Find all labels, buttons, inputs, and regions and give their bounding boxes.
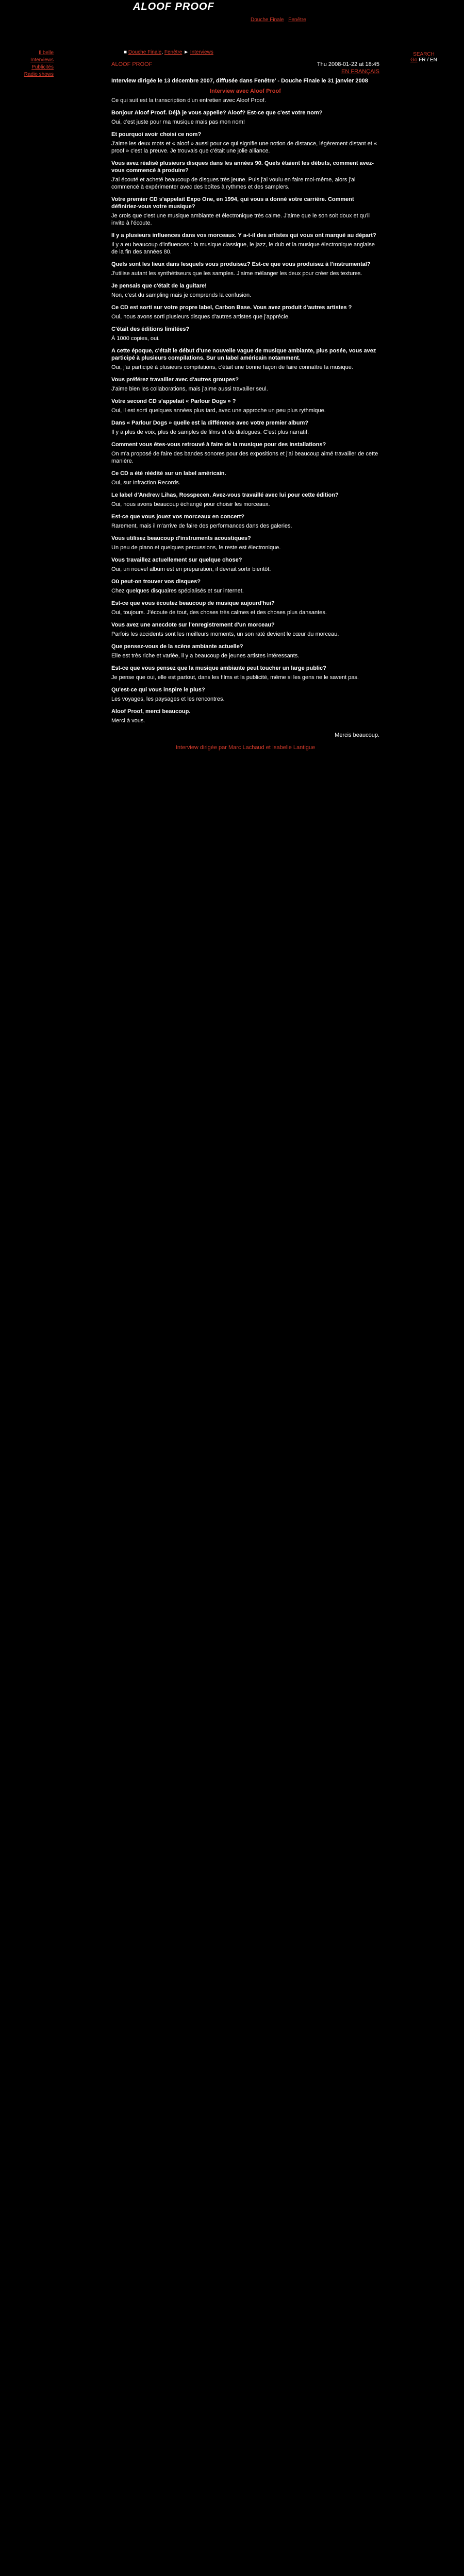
interview-question: Votre premier CD s'appelait Expo One, en 1994, qui vous a donné votre carrière. Comment définiriez-vous votre musique? <box>111 196 354 210</box>
interview-question: Que pensez-vous de la scène ambiante actuelle? <box>111 643 243 650</box>
search-go-button[interactable]: Go <box>410 57 418 63</box>
interview-question: Est-ce que vous pensez que la musique ambiante peut toucher un large public? <box>111 665 326 671</box>
interview-question: C'était des éditions limitées? <box>111 326 190 332</box>
article-intro: Ce qui suit est la transcription d'un entretien avec Aloof Proof. <box>111 97 266 104</box>
interview-answer: Chez quelques disquaires spécialisés et sur internet. <box>111 588 244 594</box>
meta-date: Thu 2008-01-22 at 18:45 <box>317 61 379 67</box>
interview-answer: Oui, il est sorti quelques années plus tard, avec une approche un peu plus rythmique. <box>111 408 326 414</box>
footer-credit: Interview dirigée par Marc Lachaud et Isabelle Lantigue <box>175 744 316 751</box>
left-nav-item[interactable]: Publicités <box>31 64 54 70</box>
left-nav-item[interactable]: Radio shows <box>24 72 54 77</box>
interview-question: Vous travaillez actuellement sur quelque chose? <box>111 557 242 563</box>
interview-answer: On m'a proposé de faire des bandes sonores pour des expositions et j'ai beaucoup aimé travailler de cette manière. <box>111 451 378 464</box>
article-lead: Interview dirigée le 13 décembre 2007, diffusée dans Fenêtre' - Douche Finale le 31 janvier 2008 <box>111 78 368 84</box>
interview-answer: Je crois que c'est une musique ambiante et électronique très calme. J'aime que le son soit doux et qu'il invite à l'écoute. <box>111 213 370 226</box>
header-links <box>251 17 309 23</box>
interview-answer: Il y a eu beaucoup d'influences : la musique classique, le jazz, le dub et la musique électronique anglaise de la fin des années 80. <box>111 242 375 255</box>
interview-question: Ce CD est sorti sur votre propre label, Carbon Base. Vous avez produit d'autres artistes ? <box>111 304 352 311</box>
interview-answer: Je pense que oui, elle est partout, dans les films et la publicité, même si les gens ne le savent pas. <box>111 674 359 681</box>
left-nav-item[interactable]: Il belle <box>39 50 54 56</box>
interview-answer: Oui, c'est juste pour ma musique mais pas mon nom! <box>111 119 245 125</box>
interview-answer: Merci à vous. <box>111 718 145 724</box>
interview-answer: J'ai écouté et acheté beaucoup de disques très jeune. Puis j'ai voulu en faire moi-même, alors j'ai commencé à expérimenter avec des boîtes à rythmes et des samplers. <box>111 177 356 190</box>
article <box>111 61 379 751</box>
meta-author: ALOOF PROOF <box>111 61 153 67</box>
interview-question: Ce CD a été réédité sur un label américain. <box>111 470 226 477</box>
interview-answer: Il y a plus de voix, plus de samples de films et de dialogues. C'est plus narratif. <box>111 429 309 435</box>
header-link-douche-finale[interactable]: Douche Finale <box>251 17 284 23</box>
interview-answer: Non, c'est du sampling mais je comprends la confusion. <box>111 292 252 298</box>
interview-answer: Oui, nous avons sorti plusieurs disques d'autres artistes que j'apprécie. <box>111 314 290 320</box>
interview-question: Il y a plusieurs influences dans vos morceaux. Y a-t-il des artistes qui vous ont marqué au départ? <box>111 232 376 239</box>
meta-language-link[interactable]: EN FRANÇAIS <box>341 69 379 75</box>
interview-question: A cette époque, c'était le début d'une nouvelle vague de musique ambiante, plus posée, vous avez participé à plusieurs compilations. Sur un label américain notamment. <box>111 348 376 361</box>
qa-list <box>111 109 379 724</box>
breadcrumb-item[interactable]: Douche Finale <box>128 49 162 55</box>
interview-answer: À 1000 copies, oui. <box>111 335 160 342</box>
interview-answer: Rarement, mais il m'arrive de faire des performances dans des galeries. <box>111 523 292 529</box>
interview-answer: Oui, un nouvel album est en préparation, il devrait sortir bientôt. <box>111 566 271 572</box>
interview-question: Est-ce que vous jouez vos morceaux en concert? <box>111 514 244 520</box>
breadcrumb-separator: ► <box>184 49 189 55</box>
site-title: ALOOF PROOF <box>133 1 214 12</box>
interview-question: Comment vous êtes-vous retrouvé à faire de la musique pour des installations? <box>111 442 326 448</box>
interview-question: Est-ce que vous écoutez beaucoup de musique aujourd'hui? <box>111 600 275 606</box>
interview-question: Aloof Proof, merci beaucoup. <box>111 708 191 715</box>
interview-question: Quels sont les lieux dans lesquels vous produisez? Est-ce que vous produisez à l'instrumental? <box>111 261 371 267</box>
interview-answer: J'aime les deux mots et « aloof » aussi pour ce qui signifie une notion de distance, légèrement distant et « proof » c'est la preuve. Je trouvais que c'était une jolie alliance. <box>111 141 377 154</box>
interview-question: Vous avez réalisé plusieurs disques dans les années 90. Quels étaient les débuts, comment avez-vous commencé à produire? <box>111 160 374 174</box>
interview-question: Où peut-on trouver vos disques? <box>111 579 201 585</box>
interview-answer: Les voyages, les paysages et les rencontres. <box>111 696 225 702</box>
breadcrumb: ■ Douche Finale, Fenêtre ► Interviews <box>124 49 213 55</box>
interview-answer: Un peu de piano et quelques percussions, le reste est électronique. <box>111 545 281 551</box>
breadcrumb-item[interactable]: Interviews <box>190 49 213 55</box>
interview-question: Le label d'Andrew Lihas, Rosspecen. Avez-vous travaillé avec lui pour cette édition? <box>111 492 339 498</box>
right-box <box>388 52 460 63</box>
interview-question: Et pourquoi avoir choisi ce nom? <box>111 131 202 138</box>
interview-answer: Oui, j'ai participé à plusieurs compilations, c'était une bonne façon de faire connaître la musique. <box>111 364 353 370</box>
interview-question: Dans « Parlour Dogs » quelle est la différence avec votre premier album? <box>111 420 309 426</box>
article-meta <box>111 61 379 75</box>
left-nav-item[interactable]: Interviews <box>30 57 54 63</box>
interview-answer: Oui, sur Infraction Records. <box>111 480 180 486</box>
interview-question: Bonjour Aloof Proof. Déjà je vous appelle? Aloof? Est-ce que c'est votre nom? <box>111 110 323 116</box>
search-label[interactable]: SEARCH <box>413 52 435 57</box>
interview-question: Je pensais que c'était de la guitare! <box>111 283 207 289</box>
interview-answer: Parfois les accidents sont les meilleurs moments, un son raté devient le cœur du morceau. <box>111 631 339 637</box>
breadcrumb-bullet-icon: ■ <box>124 49 127 55</box>
interview-answer: J'aime bien les collaborations, mais j'aime aussi travailler seul. <box>111 386 268 392</box>
interview-question: Qu'est-ce qui vous inspire le plus? <box>111 687 205 693</box>
interview-answer: Elle est très riche et variée, il y a beaucoup de jeunes artistes intéressants. <box>111 653 300 659</box>
left-nav <box>0 49 54 78</box>
language-switch[interactable]: FR / EN <box>419 57 437 63</box>
header-link-fenetre[interactable]: Fenêtre <box>288 17 306 23</box>
article-title: Interview avec Aloof Proof <box>210 88 281 94</box>
interview-question: Vous utilisez beaucoup d'instruments acoustiques? <box>111 535 251 541</box>
interview-answer: Oui, toujours. J'écoute de tout, des choses très calmes et des choses plus dansantes. <box>111 609 327 616</box>
breadcrumb-item[interactable]: Fenêtre <box>164 49 183 55</box>
interview-answer: Oui, nous avons beaucoup échangé pour choisir les morceaux. <box>111 501 270 507</box>
interview-question: Votre second CD s'appelait « Parlour Dogs » ? <box>111 398 236 404</box>
interview-question: Vous avez une anecdote sur l'enregistrement d'un morceau? <box>111 622 275 628</box>
interview-question: Vous préférez travailler avec d'autres groupes? <box>111 377 239 383</box>
interview-answer: J'utilise autant les synthétiseurs que les samples. J'aime mélanger les deux pour créer des textures. <box>111 270 362 277</box>
signoff: Mercis beaucoup. <box>335 732 379 738</box>
